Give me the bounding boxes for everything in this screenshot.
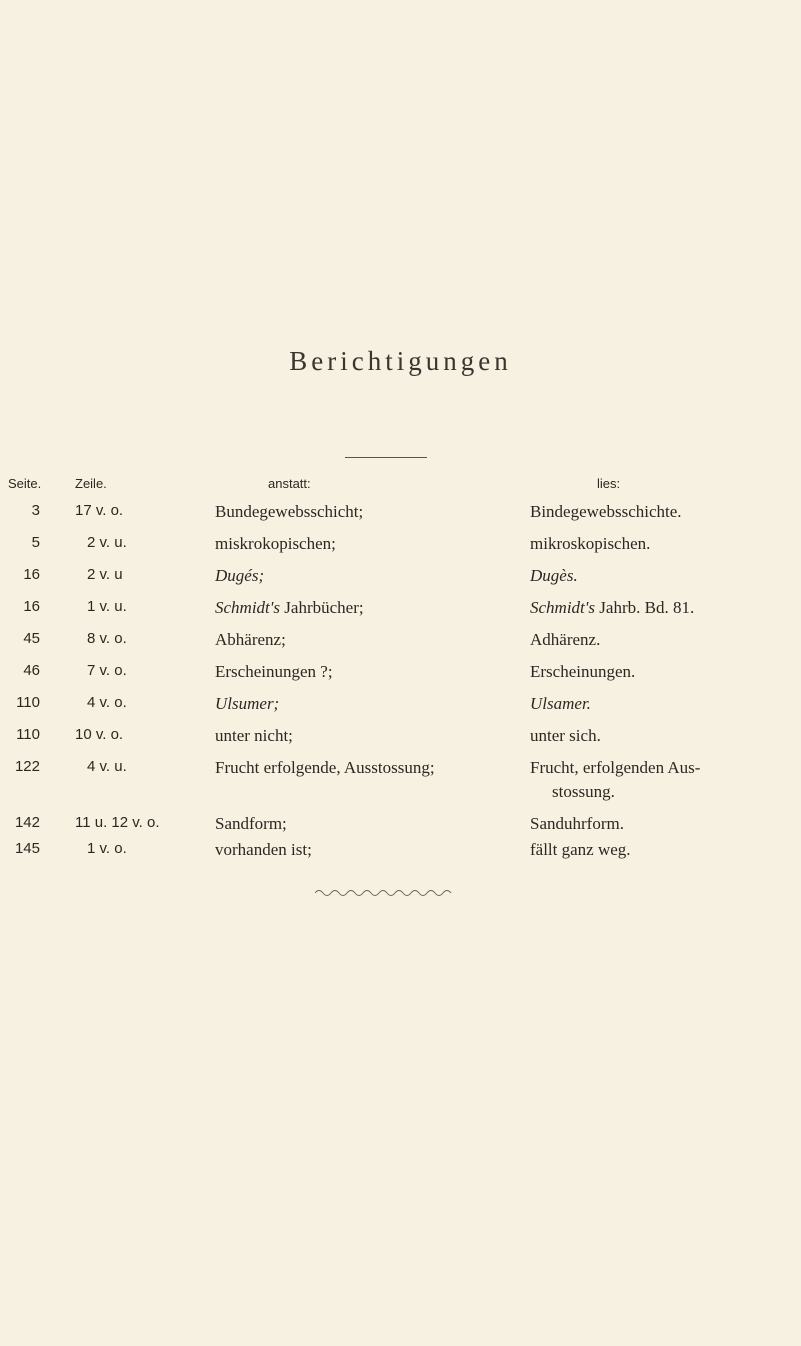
row-seite: 142 — [14, 814, 40, 831]
row-anstatt: Erscheinungen ?; — [215, 662, 333, 681]
row-seite: 16 — [23, 566, 40, 583]
row-anstatt: vorhanden ist; — [215, 840, 312, 859]
row-anstatt: Bundegewebsschicht; — [215, 502, 364, 521]
row-anstatt: Dugés; — [215, 566, 265, 585]
row-zeile: 17 v. o. — [75, 502, 124, 519]
row-anstatt: unter nicht; — [215, 726, 293, 745]
row-seite: 46 — [23, 662, 40, 679]
header-anstatt: anstatt: — [268, 476, 311, 491]
row-zeile: 1 v. o. — [87, 840, 127, 857]
row-lies: Bindegewebsschichte. — [530, 502, 682, 521]
row-lies: Sanduhrform. — [530, 814, 624, 833]
row-zeile: 4 v. o. — [87, 694, 127, 711]
row-anstatt: miskrokopischen; — [215, 534, 336, 553]
row-zeile: 4 v. u. — [87, 758, 127, 775]
row-zeile: 10 v. o. — [75, 726, 124, 743]
row-anstatt: Schmidt's Jahrbücher; — [215, 598, 364, 617]
row-seite: 110 — [16, 694, 40, 711]
row-lies: mikroskopischen. — [530, 534, 651, 553]
row-lies: Schmidt's Jahrb. Bd. 81. — [530, 598, 695, 617]
row-zeile: 7 v. o. — [87, 662, 127, 679]
row-zeile: 11 u. 12 v. o. — [75, 814, 160, 831]
row-seite: 110 — [16, 726, 40, 743]
row-seite: 145 — [14, 840, 40, 857]
wavy-divider — [315, 888, 457, 898]
row-zeile: 8 v. o. — [87, 630, 127, 647]
row-anstatt: Sandform; — [215, 814, 287, 833]
page-title: Berichtigungen — [289, 346, 512, 376]
row-lies: Dugès. — [530, 566, 578, 585]
row-lies: Frucht, erfolgenden Aus- — [530, 758, 701, 777]
row-zeile: 2 v. u — [87, 566, 123, 583]
row-anstatt: Frucht erfolgende, Ausstossung; — [215, 758, 435, 777]
row-anstatt: Ulsumer; — [215, 694, 280, 713]
row-lies: Adhärenz. — [530, 630, 601, 649]
row-lies: Ulsamer. — [530, 694, 591, 713]
row-lies: unter sich. — [530, 726, 601, 745]
row-seite: 3 — [31, 502, 40, 519]
header-seite: Seite. — [8, 476, 42, 491]
row-seite: 122 — [14, 758, 40, 775]
row-seite: 5 — [31, 534, 40, 551]
header-zeile: Zeile. — [75, 476, 107, 491]
row-lies: fällt ganz weg. — [530, 840, 631, 859]
row-seite: 16 — [23, 598, 40, 615]
title-divider — [345, 457, 427, 458]
row-seite: 45 — [23, 630, 40, 647]
row-lies: Erscheinungen. — [530, 662, 636, 681]
row-zeile: 1 v. u. — [87, 598, 127, 615]
row-zeile: 2 v. u. — [87, 534, 127, 551]
row-anstatt: Abhärenz; — [215, 630, 286, 649]
header-lies: lies: — [597, 476, 621, 491]
row-lies-continuation: stossung. — [552, 782, 615, 801]
